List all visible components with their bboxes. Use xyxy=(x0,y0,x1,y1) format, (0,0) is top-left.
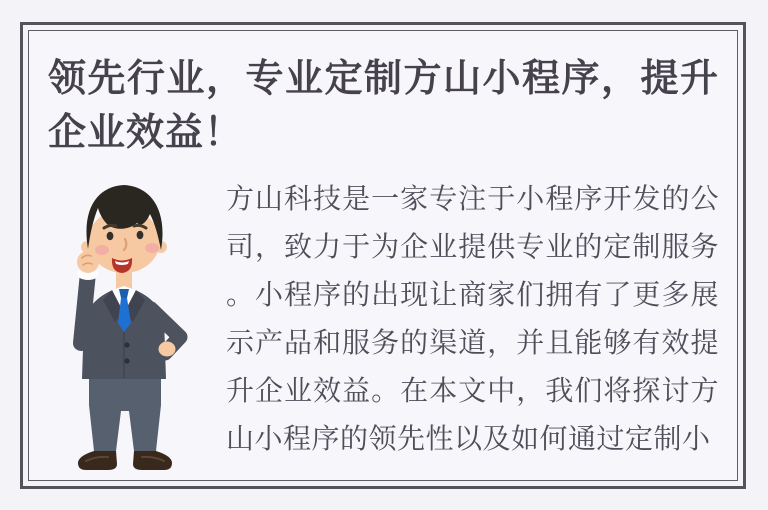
blush-right xyxy=(145,243,159,253)
blush-left xyxy=(95,245,109,255)
article-body: 方山科技是一家专注于小程序开发的公司，致力于为企业提供专业的定制服务。小程序的出现让商家们拥有了更多展示产品和服务的渠道，并且能够有效提升企业效益。在本文中，我们将探讨方山小程序的领先性以及如何通过定制小 xyxy=(226,182,719,455)
shoe-right xyxy=(133,451,172,470)
shoe-left xyxy=(78,451,117,470)
article-content xyxy=(47,175,719,463)
suit-button-top xyxy=(124,342,129,347)
article-card xyxy=(28,30,738,481)
article-card-frame xyxy=(20,22,746,489)
businessman-svg xyxy=(53,173,198,475)
eye-right xyxy=(137,231,144,239)
hip-hand xyxy=(159,342,176,357)
businessman-illustration xyxy=(53,173,198,475)
suit-button-bottom xyxy=(124,358,129,363)
article-title: 领先行业，专业定制方山小程序，提升企业效益！ xyxy=(48,55,719,154)
eye-left xyxy=(107,232,114,240)
pants xyxy=(89,379,161,451)
